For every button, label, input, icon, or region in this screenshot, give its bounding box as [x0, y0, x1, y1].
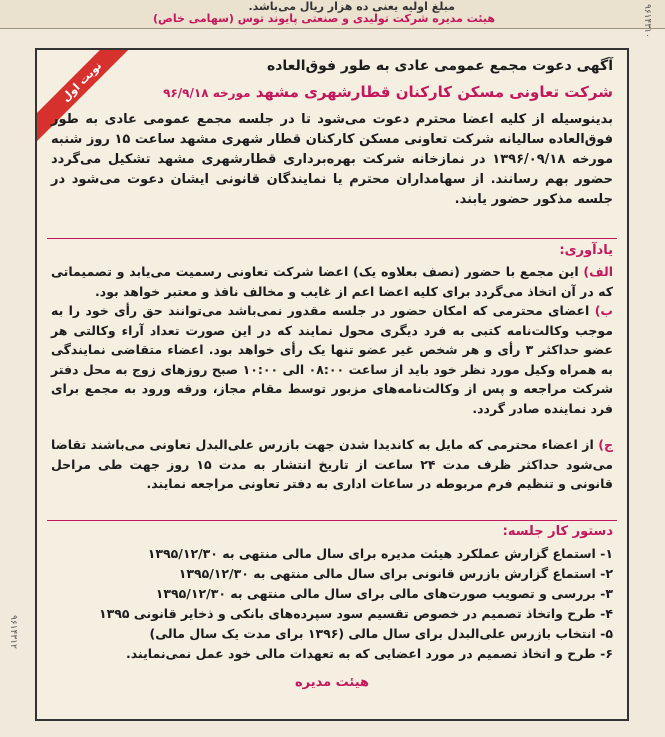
note-text: این مجمع با حضور (نصف بعلاوه یک) اعضا شرکت تعاونی رسمیت می‌یابد و تصمیماتی که در آن اتخاذ می‌گردد برای کلیه اعضا اعم از غایب و مخالف نافذ و معتبر خواهد بود. [51, 264, 613, 299]
note-a [51, 262, 613, 301]
company-title [51, 83, 613, 101]
reminder-title: یادآوری: [559, 243, 613, 258]
note-marker: ج) [598, 437, 613, 452]
agenda-item: ۱- استماع گزارش عملکرد هیئت مدیره برای سال مالی منتهی به ۱۳۹۵/۱۲/۳۰ [147, 546, 613, 561]
agenda-item: ۵- انتخاب بازرس علی‌البدل برای سال مالی (۱۳۹۶ برای مدت یک سال مالی) [149, 626, 613, 641]
note-b [51, 301, 613, 418]
note-text: اعضای محترمی که امکان حضور در جلسه مقدور نمی‌باشد می‌توانند حق رأی خود را به موجب وکالت‌نامه کتبی به فرد دیگری محول نمایند که در این صورت تعداد آراء وکالتی هر عضو حداکثر ۳ رأی و هر شخص غیر عضو تنها یک رأی خواهد بود. اعضاء متقاضی نمایندگی به همراه وکیل مورد نظر خود باید از ساعت ۰۸:۰۰ الی ۱۰:۰۰ صبح روزهای زوج به محل دفتر شرکت مراجعه و پس از وکالت‌نامه‌های مزبور توسط مقام مجاز، ورقه ورود به مجمع برای فرد نماینده صادر گردد. [51, 303, 614, 416]
agenda-item: ۴- طرح واتخاذ تصمیم در خصوص تقسیم سود سپرده‌های بانکی و ذخایر قانونی ۱۳۹۵ [99, 606, 613, 621]
previous-ad-strip [0, 0, 665, 29]
announcement-heading: آگهی دعوت مجمع عمومی عادی به طور فوق‌العاده [266, 58, 613, 74]
agenda-item: ۶- طرح و اتخاذ تصمیم در مورد اعضایی که به تعهدات مالی خود عمل نمی‌نمایند. [126, 646, 613, 661]
previous-ad-line: مبلغ اولیه یعنی ده هزار ریال می‌باشد. [248, 0, 455, 13]
announcement-box [35, 48, 629, 721]
note-text: از اعضاء محترمی که مایل به کاندیدا شدن جهت بازرس علی‌البدل تعاونی می‌باشند تقاضا می‌شود حداکثر ظرف مدت ۲۴ ساعت از تاریخ انتشار به مدت ۱۵ روز جهت طی مراحل قانونی و تنظیم فرم مربوطه در ساعات اداری به دفتر تعاونی مراجعه نمایند. [51, 437, 613, 491]
note-marker: ب) [594, 303, 613, 318]
note-c [51, 435, 613, 494]
meeting-date: مورخه ۹۶/۹/۱۸ [163, 86, 251, 100]
edition-ribbon: نوبت اول [35, 48, 149, 149]
side-ad-code: ۹۶۱۴۳۱۲ [8, 615, 18, 649]
note-marker: الف) [583, 264, 613, 279]
divider [47, 238, 617, 239]
divider [47, 520, 617, 521]
agenda-item: ۲- استماع گزارش بازرس قانونی برای سال مالی منتهی به ۱۳۹۵/۱۲/۳۰ [178, 566, 613, 581]
intro-paragraph: بدینوسیله از کلیه اعضا محترم دعوت می‌شود تا در جلسه مجمع عمومی عادی به طور فوق‌العاده سالیانه شرکت تعاونی مسکن کارکنان قطار شهری مشهد ساعت ۱۵ روز شنبه مورخه ۱۳۹۶/۰۹/۱۸ در نمازخانه شرکت بهره‌برداری قطارشهری مشهد تشکیل می‌گردد حضور بهم رسانند. از سهامداران محترم یا نمایندگان قانونی ایشان دعوت می‌شود در جلسه مذکور حضور یابند. [51, 112, 613, 207]
board-signature: هیئت مدیره [294, 675, 370, 690]
company-name: شرکت تعاونی مسکن کارکنان قطارشهری مشهد [255, 83, 613, 101]
agenda-item: ۳- بررسی و تصویب صورت‌های مالی برای سال مالی منتهی به ۱۳۹۵/۱۲/۳۰ [155, 586, 613, 601]
agenda-title: دستور کار جلسه: [502, 524, 613, 539]
previous-ad-signature: هیئت مدیره شرکت تولیدی و صنعتی پایوند توس (سهامی خاص) [153, 12, 495, 25]
top-ad-code: ۹۶۱۴۳۱۰ [642, 4, 652, 38]
